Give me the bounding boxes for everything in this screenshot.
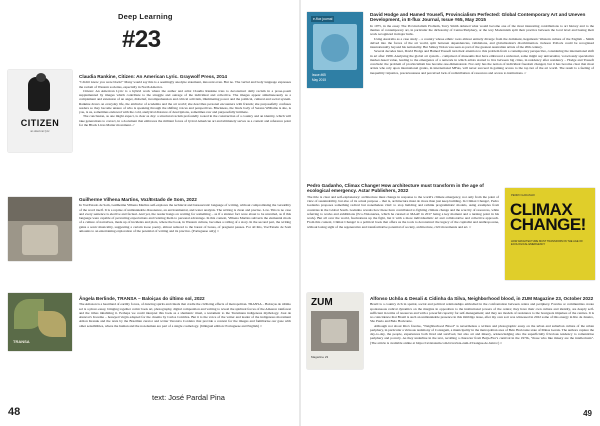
voz-estado-book-cover (8, 197, 72, 261)
article-berlinde: Ângela Berlinde, TRANSA – Baloiças do último sol, 2022 The Amazon is a heartland of earthly forces, of dancing spirits and rituals that cradle the civilizing effects of metropolitan. TRANSA – Baloiças do último sol is a photo essay, bringing together comic book art, photography, digital composition and writing to reveal the spiritual forces of the Amazon rainforest and the tribes inhabiting it. Perhaps we could interpret this book as a shamanic ritual, a testament to the Tucumanu indigenous mythology. José de Alencar's Iracema – honeyed virgin adapted for the cinema by Carlos Coimbra. But it is the voice of the writer and leader of the indigenous movement Ailton Krenak and the texts by the Brazilian curator and writer Veronica Cordeiro that provide a context for the images and familiarise our gaze with other sensibilities, where the human and the non-human are part of a single cosmology. (bilingual edition: Portuguese and English) // (79, 296, 291, 328)
climax-change-book-cover (505, 188, 595, 280)
journal-logo: e-flux journal (313, 17, 333, 21)
cover-title: TRANSA (13, 339, 30, 344)
zum-magazine-cover: ZUM Magazine 23 (307, 293, 363, 369)
right-page (301, 0, 600, 426)
article-vilhena: Guilherme Vilhena Martins, Voz/Estado de Som, 2022 In Voz/Estado de Som, Guilherme Vilhena Martins self-explores the technical and bureaucratic language of writing, without compromising the versatility of the word itself. It is a reprise of unmistakable dissonance, an environmental, and water analysis. The writing is clean and precise. Low. This is no case and every sentence is elective and factual. And yet, the reader hangs on waiting for something – as if a sinister fact were about to be unveiled, as if this language were capable of perverting expectations and twisting them to personal advantage. In this context, Vilhena Martins subverts the elemental mock of a culture of narratives, made up of incidents and plots, where the book, in Western culture, becomes a rolling of a story. In the second part, the writing gains a sonic musicality, suggesting a certain loose poetry, almost reduced to the barest of bones, of pregnant pauses. For all this, Voz/Estado de Som amounts to an entertaining exploration of the potential of writing and its practice. (Portuguese only) // (79, 197, 291, 233)
transa-book-cover (8, 293, 72, 351)
article-heading: Claudia Rankine, Citizen: An American Lyric. Graywolf Press, 2014 (79, 74, 227, 79)
page-number-right: 49 (583, 409, 592, 418)
hoodie-illustration (28, 77, 50, 111)
cover-title: CITIZEN (20, 118, 60, 128)
article-rankine: Claudia Rankine, Citizen: An American Lyric. Graywolf Press, 2014 "I didn't know you were black!" Many would say this is a seemingly anodyne statement, innocent even. But no. The verbal and body language expresses the racism of Western societies, especially in North America. Citizen: An American Lyric is a hybrid work where the author and artist Claudia Rankine tries to deconstruct daily racism in a prose-poem supplemented by images which contribute to the struggle and outrage of the individual and collective. The images appear simultaneously as a complement and extension of an anger, disbelief, incomprehension and critical activism, illuminating power and the political, cultural and social system. Rankine draws on everyday life, the attritulor of academia and the art world; she describes personal encounters with friends; she purposefully confuses readers so they become unsure of who is speaking through the shifting voices and perspectives. Blackness, the black body of Serena Williams is she, is you, is us, sometimes endowed with the cold, analytical distance of descriptions, sometimes raw and purposefully intimate. The conclusion, as one might expect, is clear as day: a structural racism profoundly rooted in the construction of a country and an identity, which will take generations to correct, in a document that embraces the militant forces of lyrical American art and ultimately serves as a context and reference point for the Black Lives Matter movement. // (79, 74, 291, 127)
issue-number: #23 (122, 26, 161, 53)
article-heading: Alfonso Uchôa & Desali & Cidinha da Silva, Neighborhood blood, in ZUM Magazine 23, October 2022 (370, 296, 594, 301)
text-credit: text: José Pardal Pina (152, 393, 225, 402)
cover-subtitle: HOW ARCHITECTURE MUST TRANSFORM IN THE AGE OF ECOLOGICAL EMERGENCY (511, 240, 583, 247)
cover-subtitle: an american lyric (30, 130, 50, 133)
left-page (0, 0, 299, 426)
cover-author: PEDRO GADANHO (511, 194, 535, 197)
article-heading: Pedro Gadanho, Climax Change! How architecture must transform in the age of ecological emergency. Actar Publishers, 2022 (307, 183, 484, 194)
article-heading: Guilherme Vilhena Martins, Voz/Estado de Som, 2022 (79, 197, 197, 202)
cover-title: CLIMAX CHANGE! (510, 200, 586, 234)
citizen-book-cover (8, 70, 72, 152)
section-title: Deep Learning (118, 12, 173, 21)
article-gadanho: Pedro Gadanho, Climax Change! How architecture must transform in the age of ecological emergency. Actar Publishers, 2022 The title is clear and self-explanatory: architecture must change in response to the world's climate emergency, not only from the point of view of sustainability, but also of its actual purpose – that is, architecture must do more than just keep building. In Climax Change!, Pedro Gadanho proposes something radical but nonetheless vital: to stop building and rethink programmatic models, using examples from countries in the Global South. Gadanho reveals how these have contributed to fighting climate change and the scarcity of resources, while referring to works and exhibitions (Eco-Visionaries, which he curated at MAAT in 2017 being a key moment and a turning point in his work). But all over the world, fascinations up the fight, but it with a more individualistic art and collaborative and collective approach. From this context, Climax Change! is a political book that offers us the tools to deconstruct the legacy of the capitalist and Anthropocene, without losing sight of the regenerative and transformative potential of society, architecture, civil movements and art. // (307, 183, 499, 229)
article-hodge-yousefi: David Hodge and Hamed Yousefi, Provincialism Perfected: Global Contemporary Art and Uneven Development, in E-flux Journal, Issue #65, May 2015 In 1975, in the essay The Provincialism Problem, Terry Smith debated what would become one of the most interesting contributions to art history and to the themes of contemporary art, in particular the dichotomy of Centre/Periphery, or the way Modernism split their practice between the local level and basing their work recognized in major hubs. Using Australia as a case study – a country whose ethnic roots almost entirely diverge from the dominant, hegemonic Western culture of the English – Smith delved into the forces of the art world, split between dependencies, validations, and globalisation's discrimination. Jackson Pollock could be recognised internationally beyond his nationality. But Sidney Nolan was seen as part of the greatest Australian artists of the 20th century. Several decades later, David Hodge and Hamed Yousefi turn their attention to this problem from a contemporary perspective, considering the international shift in art after 1989. Analysing the global art system – comprised of museums that have embraced a universal, some might say universalist, voraciously speculative market-based value, leading to the emergence of a network in which artists started to live between big cities, in residency after residency – Hodge and Yousefi conclude: the problem of provincialism has become one-dimensional. Not only has the notion of individual freedom changed, but it has become clear that most artists who rely upon international grants, in international MFAs, will never succeed in gaining access to the top tier of the art world. The result is a feeling of inequalitiy: injustice, precariousness and perceived lack of redistribution of resources and access to institutions. // (370, 12, 594, 75)
article-heading: Ângela Berlinde, TRANSA – Baloiças do último sol, 2022 (79, 296, 205, 301)
magazine-masthead: ZUM (311, 297, 333, 308)
article-uchoa: Alfonso Uchôa & Desali & Cidinha da Silva, Neighborhood blood, in ZUM Magazine 23, October 2022 Brazil is a country rich in spatial, social and political relationships embodied in the confrontation between centre and periphery. Favelas or communities create spontaneous radical dynamics on the margins in opposition to the institutional powers of the centre; they have their own culture and identity, are deeply self-sufficient in terms of resources and with a powerful capacity for self-management; and they are models of resistance to the bourgeois impulses of the centres. It is no coincidence that Brazil is such an unmistakable presence in this Ombligo issue, after my own sort was witnessed in 2022 some of this energy in Rio de Janeiro, São Paulo and Belo Horizonte. Although not about Rio's favelas, "Neighborhood Blood" is nevertheless a written and photographic essay on the urban and suburban culture of the urban periphery, in particular a virtuous testimony of Contagem, a municipality in the metropolitan area of Belo Horizonte state of Minas Gerais. The authors capture the day-to-day, the people, experiences both lived and survived, but also art and misery, acknowledging also the superficially frivolous tendency to romanticise periphery and poverty. As they underline in the text, recalling a character from Beija-Flor's carnival in the 1970s, "those who like misery are the intellectuals". (The article is available online at https://revistazum.com.br/revista-zum-23/sangue-de-bairro/) // (370, 296, 594, 345)
article-heading: David Hodge and Hamed Yousefi, Provincialism Perfected: Global Contemporary Art and Uneven Development, in E-flux Journal, Issue #65, May 2015 (370, 12, 586, 23)
page-number-left: 48 (8, 406, 21, 418)
eflux-journal-cover: e-flux journal Issue #65 May 2015 (307, 12, 363, 88)
